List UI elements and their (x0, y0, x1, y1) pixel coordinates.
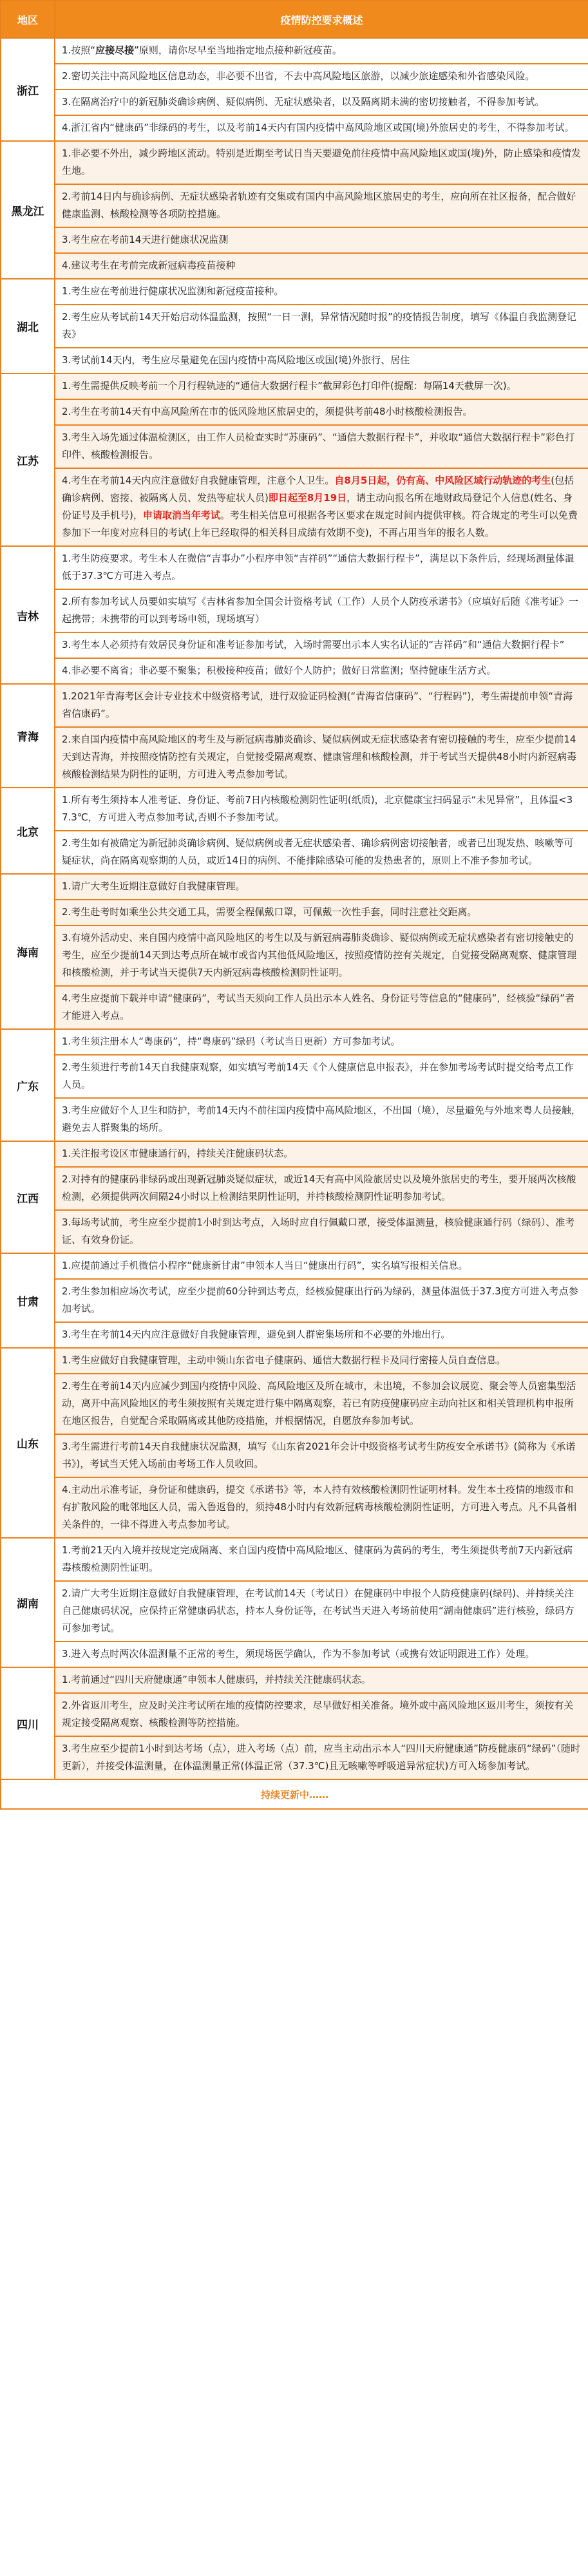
requirement-text (55, 874, 588, 900)
region-name: 广东 (1, 1029, 55, 1141)
table-row (1, 874, 588, 900)
text-segment: 1.考生应做好自我健康管理，主动申领山东省电子健康码、通信大数据行程卡及同行密接人员自查信息。 (62, 1354, 506, 1366)
text-segment: 4.非必要不离省；非必要不聚集；积极接种疫苗；做好个人防护；做好日常监测；坚持健康生活方式。 (62, 665, 497, 676)
text-segment: 2.考生在考前14天有中高风险所在市的低风险地区旅居史的，须提供考前48小时核酸检测报告。 (62, 406, 473, 417)
table-row (1, 374, 588, 399)
text-segment: 1.考前21天内入境并按规定完成隔离、来自国内疫情中高风险地区、健康码为黄码的考生，考生须提供考前7天内新冠病毒核酸检测阴性证明。 (62, 1544, 573, 1573)
table-row (1, 1279, 588, 1322)
requirement-text (55, 374, 588, 399)
table-row (1, 1055, 588, 1098)
text-segment: 1.应提前通过手机微信小程序“健康新甘肃”申领本人当日“健康出行码”，实名填写报相关信息。 (62, 1260, 468, 1271)
text-segment: 2.考生须进行考前14天自我健康观察，如实填写考前14天《个人健康信息申报表》，并在参加考场考试时提交给考点工作人员。 (62, 1061, 574, 1090)
requirement-text (55, 115, 588, 141)
text-segment: 2.来自国内疫情中高风险地区的考生及与新冠病毒肺炎确诊、疑似病例或无症状感染者有密切接触的考生，应至少提前14天到达青海，并按照疫情防控有关规定，自觉接受隔离观察、健康管理和核酸检测，并于考试当天提供48小时内新冠病毒核酸检测结果为阴性的证明，方可进入考点参加考试。 (62, 734, 577, 780)
table-row (1, 115, 588, 141)
requirement-text (55, 727, 588, 788)
requirement-text (55, 184, 588, 227)
region-name: 黑龙江 (1, 141, 55, 279)
text-segment: 2.考生参加相应场次考试，应至少提前60分钟到达考点，经核验健康出行码为绿码，测量体温低于37.3度方可进入考点参加考试。 (62, 1285, 578, 1314)
text-segment: 4.考生应提前下载并申请“健康码”，考试当天须向工作人员出示本人姓名、身份证号等信息的“健康码”，经核验“绿码”者才能进入考点。 (62, 992, 574, 1021)
table-row (1, 658, 588, 684)
requirement-text (55, 788, 588, 831)
table-row (1, 141, 588, 184)
requirement-text (55, 279, 588, 305)
requirement-text (55, 1279, 588, 1322)
requirement-text (55, 399, 588, 425)
table-row (1, 900, 588, 925)
text-segment: 3.考生需进行考前14天自我健康状况监测，填写《山东省2021年会计中级资格考试考生防疫安全承诺书》(简称为《承诺书》)，考试当天凭入场前由考场工作人员收回。 (62, 1441, 576, 1470)
text-segment: 1.请广大考生近期注意做好自我健康管理。 (62, 880, 245, 892)
table-row (1, 1736, 588, 1779)
requirement-text (55, 1253, 588, 1279)
table-row (1, 64, 588, 90)
text-segment: 3.考生应做好个人卫生和防护，考前14天内不前往国内疫情中高风险地区，不出国（境），尽量避免与外地来粤人员接触，避免去人群聚集的场所。 (62, 1104, 581, 1133)
requirement-text (55, 632, 588, 658)
requirement-text (55, 1029, 588, 1055)
text-segment: 1.考生应在考前进行健康状况监测和新冠疫苗接种。 (62, 285, 284, 297)
table-row (1, 1348, 588, 1374)
region-name: 湖南 (1, 1538, 55, 1667)
text-segment: 1.非必要不外出，减少跨地区流动。特别是近期至考试日当天要避免前往疫情中高风险地区或国(境)外，防止感染和疫情发生地。 (62, 147, 582, 176)
region-name: 湖北 (1, 279, 55, 374)
requirement-text (55, 1538, 588, 1581)
text-segment: 3.考生在考前14天内应注意做好自我健康管理，避免到人群密集场所和不必要的外地出行。 (62, 1329, 451, 1340)
requirement-text (55, 1693, 588, 1736)
table-row (1, 546, 588, 589)
table-row (1, 1253, 588, 1279)
text-segment: 2.所有参加考试人员要如实填写《吉林省参加全国会计资格考试（工作）人员个人防疫承诺书》（应填好后随《准考证》一起携带；未携带的可以到考场申领，现场填写） (62, 596, 578, 625)
requirement-text (55, 831, 588, 874)
text-segment: 3.在隔离治疗中的新冠肺炎确诊病例、疑似病例、无症状感染者，以及隔离期未满的密切接触者，不得参加考试。 (62, 96, 545, 108)
text-segment: ，请主动向报名所在地财政局登记个人信息(姓名、身份证号及手机号)， (62, 492, 573, 521)
region-name: 青海 (1, 684, 55, 788)
table-row (1, 1693, 588, 1736)
table-row (1, 1029, 588, 1055)
requirement-text (55, 348, 588, 374)
table-row (1, 468, 588, 546)
table-row (1, 727, 588, 788)
text-segment: ”原则，请你尽早至当地指定地点接种新冠疫苗。 (134, 44, 342, 56)
requirement-text (55, 900, 588, 925)
table-row (1, 348, 588, 374)
text-segment: 3.考生应在考前14天进行健康状况监测 (62, 234, 229, 245)
table-row (1, 38, 588, 64)
requirement-text (55, 305, 588, 348)
text-segment: 3.有境外活动史、来自国内疫情中高风险地区的考生以及与新冠病毒肺炎确诊、疑似病例或无症状感染者有密切接触史的考生，应至少提前14天到达考点所在城市或省内其他低风险地区，按照疫情防控有关规定，自觉接受隔离观察、健康管理和核酸检测，并于考试当天提供7天内新冠病毒核酸检测阴性证明。 (62, 932, 577, 978)
table-row (1, 1167, 588, 1210)
table-row (1, 1642, 588, 1667)
requirement-text (55, 1736, 588, 1779)
table-row (1, 1667, 588, 1693)
text-segment: 1.考生防疫要求。考生本人在微信“吉事办”小程序申领“吉祥码”“通信大数据行程卡”，满足以下条件后，经现场测量体温低于37.3℃方可进入考点。 (62, 553, 574, 582)
requirement-text (55, 141, 588, 184)
table-row (1, 1210, 588, 1253)
requirement-text (55, 1581, 588, 1642)
header-region: 地区 (1, 1, 55, 38)
table-row (1, 227, 588, 253)
text-segment: 1.考前通过“四川天府健康通”申领本人健康码，并持续关注健康码状态。 (62, 1674, 371, 1685)
requirement-text (55, 1055, 588, 1098)
text-segment: 。考生相关信息可根据各考区要求在规定时间内提供审核。符合规定的考生可以免费参加下一年度对应科目的考试(上年已经取得的相关科目成绩有效期不变)，不再占用当年的报名人数。 (62, 509, 578, 538)
text-segment: 1.所有考生须持本人准考证、身份证、考前7日内核酸检测阴性证明(纸质)，北京健康宝扫码显示“未见异常”，且体温<37.3℃，方可进入考点参加考试,否则不予参加考试。 (62, 794, 573, 823)
region-name: 江西 (1, 1141, 55, 1253)
text-segment: 2.考生如有被确定为新冠肺炎确诊病例、疑似病例或者无症状感染者、确诊病例密切接触者，或者已出现发热、咳嗽等可疑症状，尚在隔离观察期的人员，或近14日的病例、不能排除感染可能的发热患者的，原则上不准予参加考试。 (62, 837, 574, 866)
requirement-text (55, 425, 588, 468)
table-row (1, 1581, 588, 1642)
requirement-text (55, 925, 588, 986)
region-name: 甘肃 (1, 1253, 55, 1348)
table-row (1, 1434, 588, 1477)
text-segment: 2.对持有的健康码非绿码或出现新冠肺炎疑似症状，或近14天有高中风险旅居史以及境外旅居史的考生，要开展两次核酸检测，必须提供两次间隔24小时以上检测结果阴性证明，并持核酸检测阴性证明参加考试。 (62, 1173, 576, 1202)
highlight-text: 申请取消当年考试 (142, 509, 220, 521)
table-row (1, 788, 588, 831)
text-segment: 3.考生入场先通过体温检测区，由工作人员检查实时“苏康码”、“通信大数据行程卡”，并收取“通信大数据行程卡”彩色打印件、核酸检测报告。 (62, 431, 574, 460)
region-name: 浙江 (1, 38, 55, 141)
text-segment: 2.考生应从考试前14天开始启动体温监测，按照“一日一测，异常情况随时报”的疫情报告制度，填写《体温自我监测登记表》 (62, 311, 576, 340)
highlight-text: 即日起至8月19日 (268, 492, 347, 504)
text-segment: 2.考生赴考时如乘坐公共交通工具，需要全程佩戴口罩，可佩戴一次性手套，同时注意社交距离。 (62, 906, 477, 918)
text-segment: 4.建议考生在考前完成新冠病毒疫苗接种 (62, 260, 236, 271)
requirement-text (55, 64, 588, 90)
table-row (1, 1374, 588, 1434)
requirement-text (55, 1167, 588, 1210)
table-row (1, 986, 588, 1029)
requirement-text (55, 1374, 588, 1434)
text-segment: 2.外省返川考生，应及时关注考试所在地的疫情防控要求，尽早做好相关准备。境外或中高风险地区返川考生，须按有关规定接受隔离观察、核酸检测等防控措施。 (62, 1700, 574, 1728)
text-segment: 3.进入考点时两次体温测量不正常的考生，须现场医学确认，作为不参加考试（或携有效证明跟进工作）处理。 (62, 1648, 535, 1660)
table-row (1, 399, 588, 425)
table-row (1, 925, 588, 986)
table-row (1, 184, 588, 227)
text-segment: 1.考生需提供反映考前一个月行程轨迹的“通信大数据行程卡”截屏彩色打印件(提醒：每隔14天截屏一次)。 (62, 380, 517, 392)
requirement-text (55, 1434, 588, 1477)
requirement-text (55, 1322, 588, 1348)
table-row (1, 279, 588, 305)
region-name: 北京 (1, 788, 55, 874)
table-row (1, 1538, 588, 1581)
requirement-text (55, 684, 588, 727)
footer-row (1, 1779, 588, 1809)
text-segment: (包括确诊病例、密接、被隔离人员、发热等症状人员) (62, 475, 574, 504)
table-row (1, 253, 588, 279)
table-row (1, 589, 588, 632)
text-segment: 3.考生本人必须持有效居民身份证和准考证参加考试，入场时需要出示本人实名认证的“吉祥码”和“通信大数据行程卡” (62, 639, 565, 650)
table-row (1, 1098, 588, 1141)
table-row (1, 632, 588, 658)
table-header-row (1, 1, 588, 38)
text-segment: 2.密切关注中高风险地区信息动态，非必要不出省，不去中高风险地区旅游，以减少旅途感染和外省感染风险。 (62, 70, 535, 82)
requirement-text (55, 1667, 588, 1693)
text-segment: 2.考前14日内与确诊病例、无症状感染者轨迹有交集或有国内中高风险地区旅居史的考生，应向所在社区报备，配合做好健康监测、核酸检测等各项防控措施。 (62, 191, 576, 220)
requirement-text (55, 1642, 588, 1667)
table-row (1, 684, 588, 727)
highlight-text: 自8月5日起，仍有高、中风险区域行动轨迹的考生 (334, 475, 551, 486)
text-segment: 1.考生须注册本人“粤康码”，持“粤康码”绿码（考试当日更新）方可参加考试。 (62, 1036, 401, 1047)
text-segment: 3.考试前14天内，考生应尽量避免在国内疫情中高风险地区或国(境)外旅行、居住 (62, 354, 410, 366)
requirement-text (55, 468, 588, 546)
header-content: 疫情防控要求概述 (55, 1, 588, 38)
table-row (1, 1322, 588, 1348)
requirement-text (55, 546, 588, 589)
text-segment: 4.浙江省内“健康码”非绿码的考生，以及考前14天内有国内疫情中高风险地区或国(境)外旅居史的考生，不得参加考试。 (62, 122, 574, 133)
text-segment: 1.2021年青海考区会计专业技术中级资格考试，进行双验证码检测(“青海省信康码”、“行程码”)，考生需提前申领“青海省信康码”。 (62, 690, 573, 719)
requirement-text (55, 253, 588, 279)
bold-text: 应接尽接 (95, 44, 135, 56)
table-row (1, 1477, 588, 1538)
region-name: 江苏 (1, 374, 55, 546)
text-segment: 1.按照“ (62, 44, 96, 56)
text-segment: 1.关注报考设区市健康通行码，持续关注健康码状态。 (62, 1148, 294, 1159)
requirement-text (55, 227, 588, 253)
table-row (1, 1141, 588, 1167)
table-row (1, 305, 588, 348)
requirement-text (55, 986, 588, 1029)
region-name: 吉林 (1, 546, 55, 684)
table-row (1, 831, 588, 874)
text-segment: 4.考生在考前14天内应注意做好自我健康管理，注意个人卫生。 (62, 475, 335, 486)
requirement-text (55, 589, 588, 632)
update-notice: 持续更新中…… (1, 1779, 588, 1809)
region-name: 海南 (1, 874, 55, 1029)
text-segment: 3.考生应至少提前1小时到达考场（点），进入考场（点）前，应当主动出示本人“四川天府健康通”防疫健康码“绿码”（随时更新），并接受体温测量，在体温测量正常(体温正常（37.3℃)且无咳嗽等呼吸道异常症状)方可入场参加考试。 (62, 1743, 580, 1772)
text-segment: 2.请广大考生近期注意做好自我健康管理，在考试前14天（考试日）在健康码中申报个人防疫健康码(绿码)、并持续关注自己健康码状况，应保持正常健康码状态，持本人身份证等，在考试当天进入考场前使用“湖南健康码”进行核验，绿码方可参加考试。 (62, 1587, 574, 1634)
table-body (1, 38, 588, 1809)
table-row (1, 90, 588, 115)
requirement-text (55, 1098, 588, 1141)
requirement-text (55, 90, 588, 115)
requirement-text (55, 1477, 588, 1538)
text-segment: 4.主动出示准考证，身份证和健康码，提交《承诺书》等，本人持有效核酸检测阴性证明材料。发生本土疫情的地级市和有扩散风险的毗邻地区人员，需入鲁返鲁的，须持48小时内有效新冠病毒核酸检测阴性证明，方可进入考点。凡不具备相关条件的，一律不得进入考点参加考试。 (62, 1484, 577, 1530)
table-row (1, 425, 588, 468)
requirement-text (55, 658, 588, 684)
region-name: 山东 (1, 1348, 55, 1538)
requirement-text (55, 1210, 588, 1253)
text-segment: 3.每场考试前，考生应至少提前1小时到达考点，入场时应自行佩戴口罩，接受体温测量，核验健康通行码（绿码）、准考证、有效身份证。 (62, 1217, 575, 1245)
requirement-text (55, 38, 588, 64)
requirement-text (55, 1348, 588, 1374)
region-name: 四川 (1, 1667, 55, 1779)
text-segment: 2.考生在考前14天内应减少到国内疫情中风险、高风险地区及所在城市，未出境，不参加会议展览、聚会等人员密集型活动，离开中高风险地区的考生须按照有关规定进行集中隔离观察，若已有防疫健康码应主动向社区和相关管理机构申报所在地区报告，自觉配合采取隔离或其他防疫措施，并根据情况，自愿放弃参加考试。 (62, 1380, 576, 1426)
requirement-text (55, 1141, 588, 1167)
